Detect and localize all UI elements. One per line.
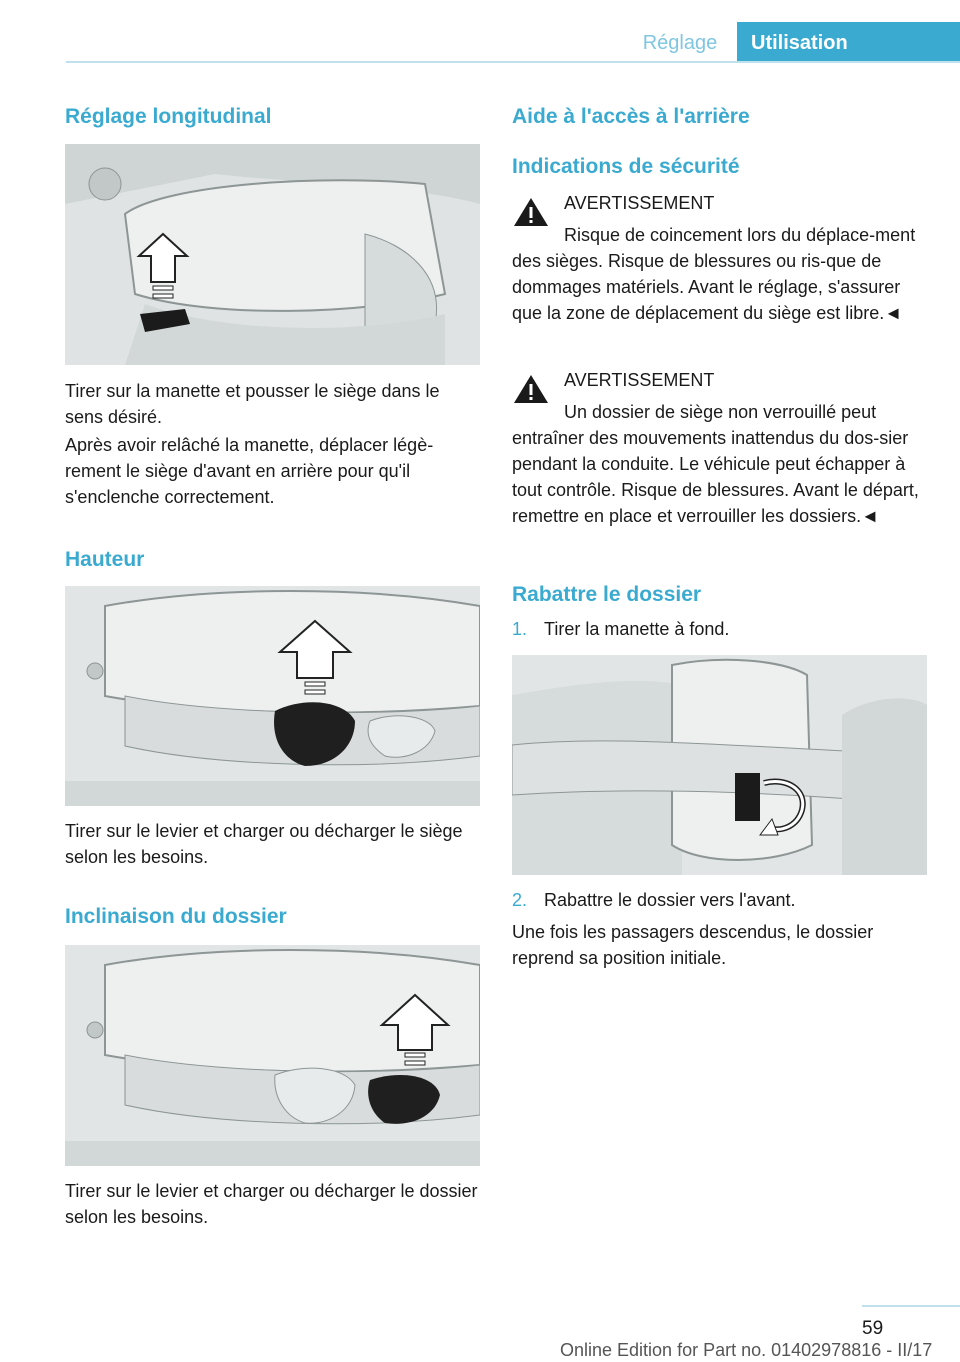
section-title-aide-acces: Aide à l'accès à l'arrière [512,105,750,128]
section-title-inclinaison-dossier: Inclinaison du dossier [65,905,287,928]
figure-seat-height [65,586,480,806]
paragraph-final: Une fois les passagers descendus, le dossier reprend sa position initiale. [512,922,874,968]
header-tab-reglage[interactable]: Réglage [642,32,718,54]
step-2-text: Rabattre le dossier vers l'avant. [544,890,796,910]
step-1-number: 1. [512,619,528,639]
step-1-text: Tirer la manette à fond. [544,619,730,639]
step-1 [512,616,930,642]
figure-rear-seat-lever [512,655,927,875]
subsection-title-indications-securite: Indications de sécurité [512,155,740,178]
paragraph-longitudinal-2: Après avoir relâché la manette, déplacer légè-rement le siège d'avant en arrière pour qu'il s'enclenche correctement. [65,435,434,507]
warning-1-text [512,222,930,326]
warning-2-text [512,399,930,529]
header-tab-utilisation[interactable]: Utilisation [737,22,960,62]
warning-2-body: Un dossier de siège non verrouillé peut entraîner des mouvements inattendus du dos-sier pendant la conduite. Le véhicule peut échapper à tout contrôle. Risque de blessures. Avant le départ, remettre en place et verrouiller les dossiers.◄ [512,402,919,526]
header-divider [66,61,960,63]
page-number: 59 [862,1318,884,1339]
figure-seat-longitudinal [65,144,480,365]
subsection-title-rabattre-dossier: Rabattre le dossier [512,583,702,606]
paragraph-hauteur: Tirer sur le levier et charger ou décharger le siège selon les besoins. [65,821,463,867]
warning-2-title: AVERTISSEMENT [564,370,715,390]
step-2 [512,887,930,913]
section-title-hauteur: Hauteur [65,548,145,571]
paragraph-inclinaison: Tirer sur le levier et charger ou décharger le dossier selon les besoins. [65,1181,478,1227]
section-title-reglage-longitudinal: Réglage longitudinal [65,105,272,128]
edition-note: Online Edition for Part no. 01402978816 - II/17 [560,1340,933,1360]
warning-1-title: AVERTISSEMENT [564,193,715,213]
step-2-number: 2. [512,890,528,910]
figure-seat-backrest [65,945,480,1166]
warning-1-body: Risque de coincement lors du déplace-ment des sièges. Risque de blessures ou ris-que de dommages matériels. Avant le réglage, s'assurer que la zone de déplacement du siège est libre.◄ [512,225,916,323]
footer-divider [862,1305,960,1307]
paragraph-longitudinal-1: Tirer sur la manette et pousser le siège dans le sens désiré. [65,381,440,427]
